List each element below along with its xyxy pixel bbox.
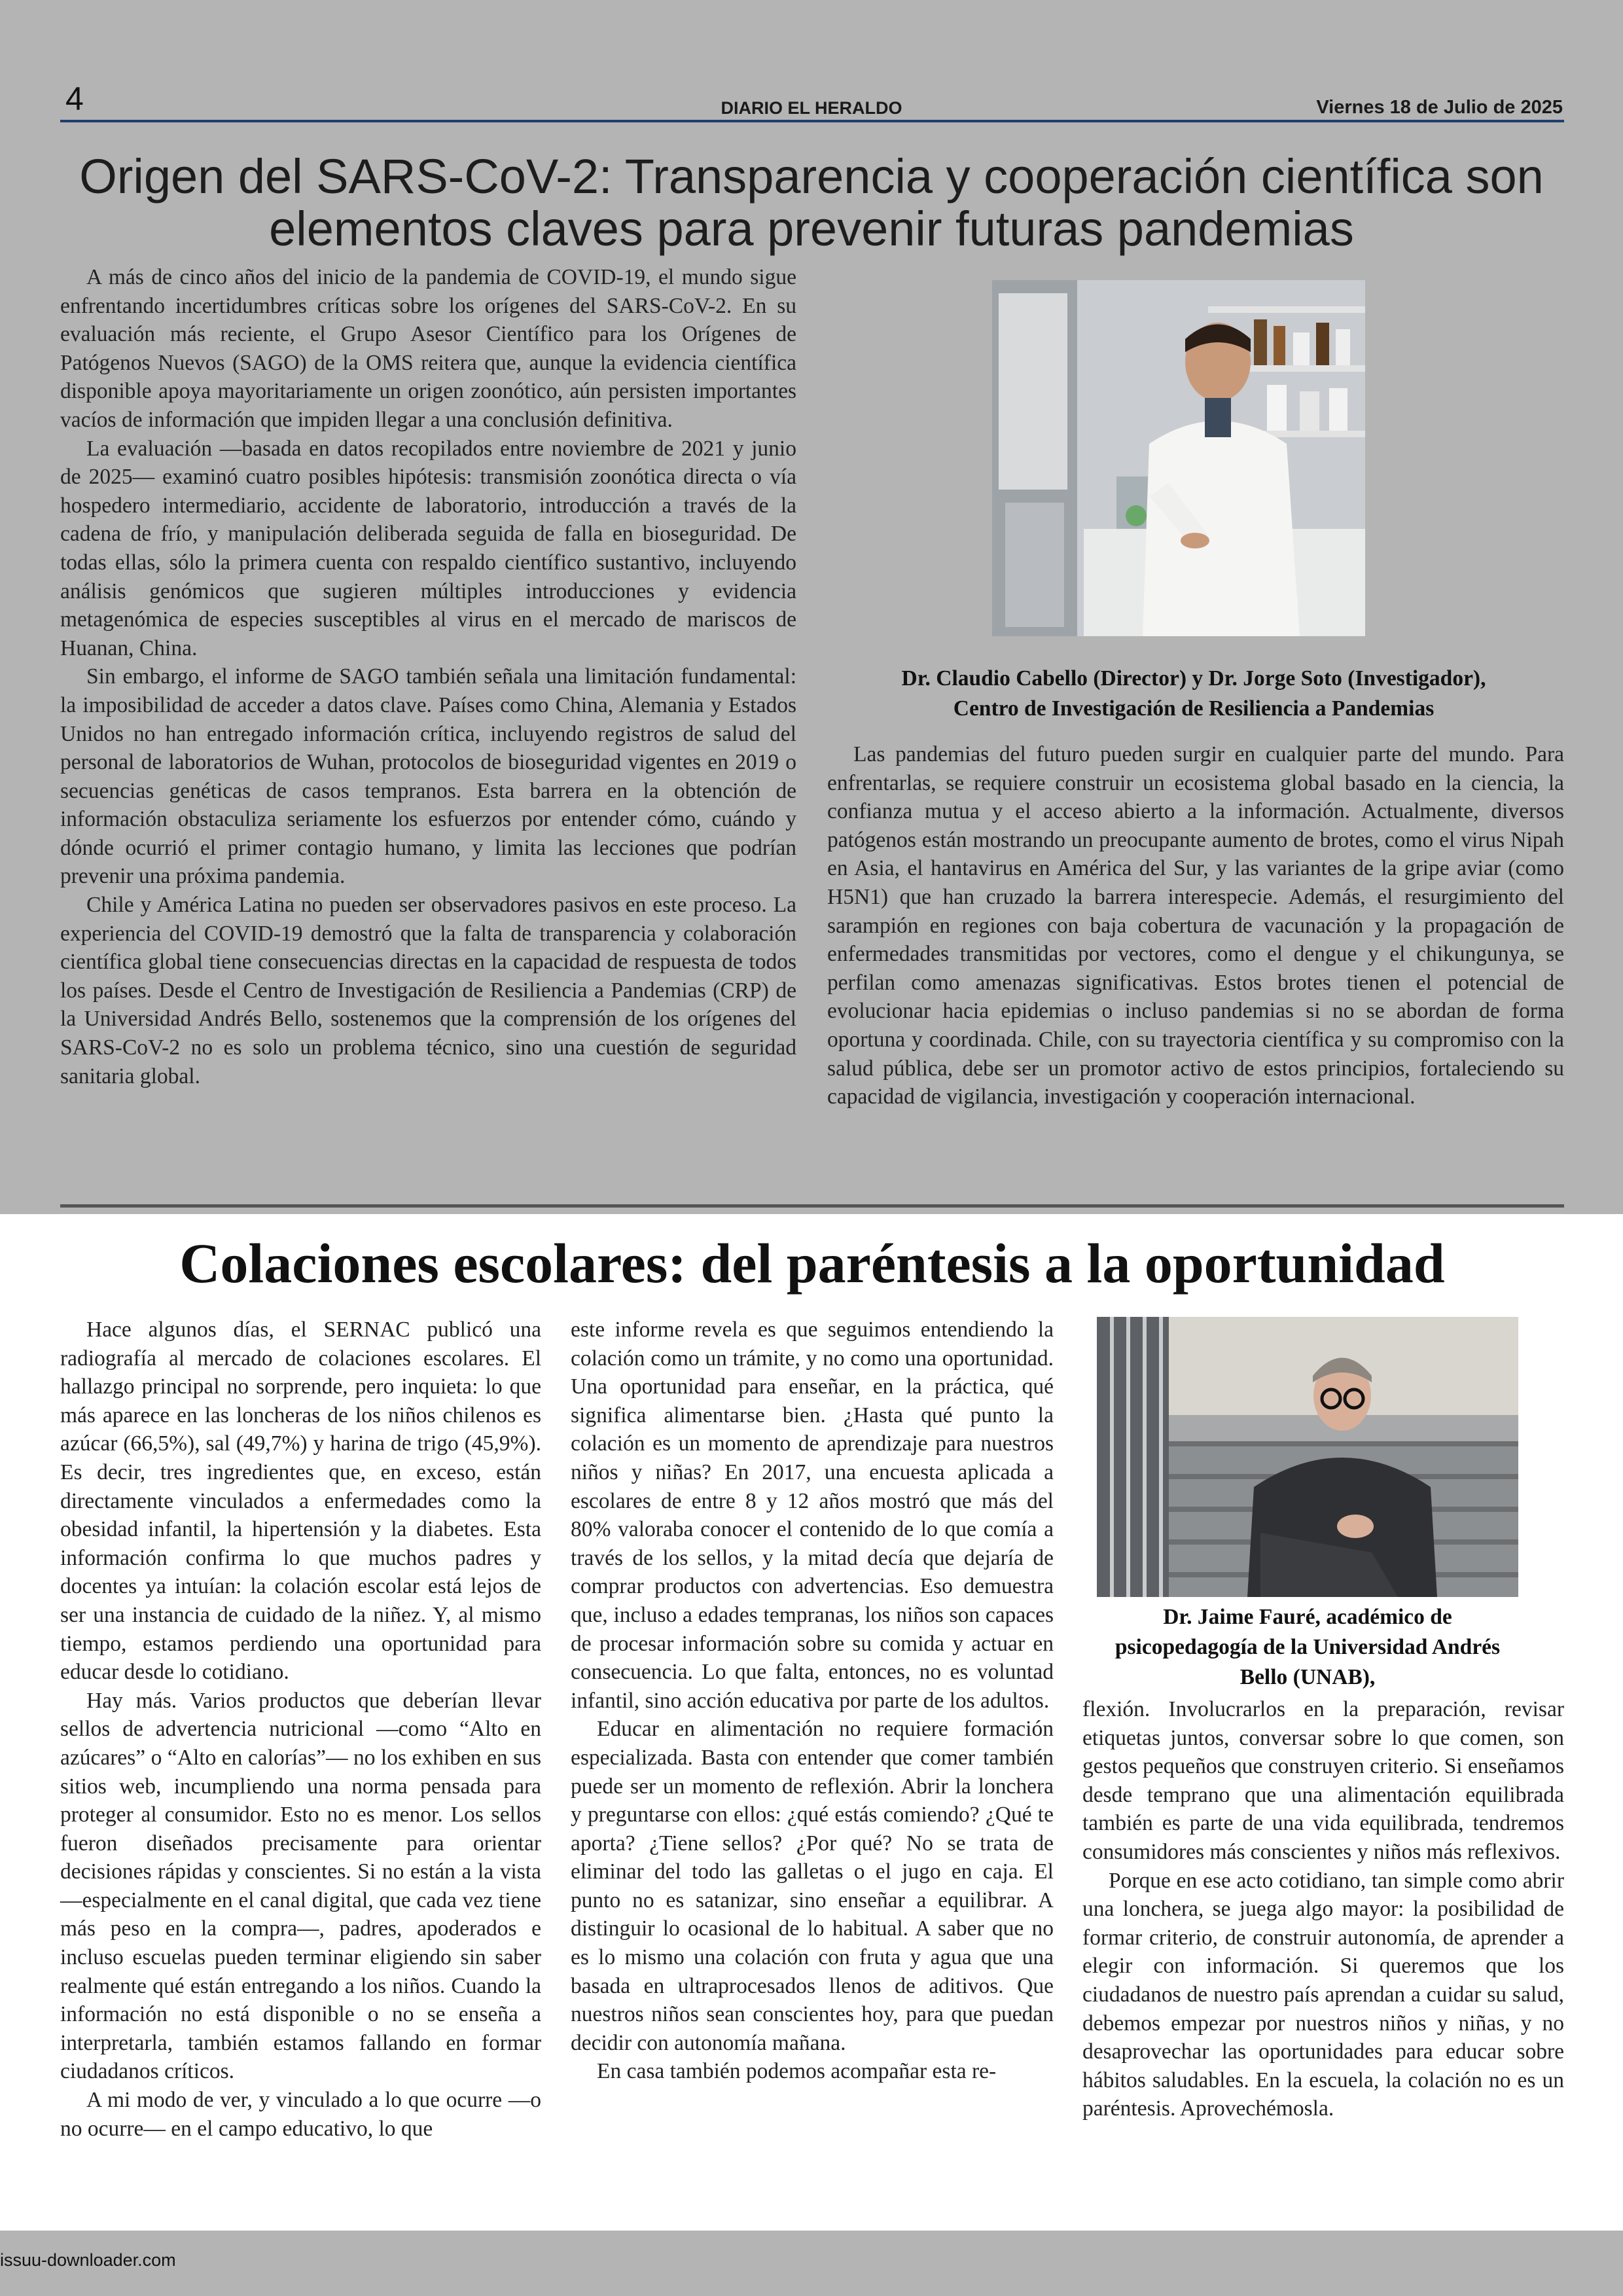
article-2-paragraph: este informe revela es que seguimos entendiendo la colación como un trámite, y no como una oportunidad. Una oportunidad para enseñar, en la práctica, qué significa alimentarse bien. ¿Hasta qué punto la colación es un momento de aprendizaje para nuestros niños y niñas? En 2017, una encuesta aplicada a escolares de entre 8 y 12 años mostró que más del 80% valoraba conocer el contenido de lo que comía a través de los sellos, y la mitad decía que dejaría de comprar productos con advertencias. Eso demuestra que, incluso a edades tempranas, los niños son capaces de procesar información sobre su comida y actuar en consecuencia. Lo que falta, entonces, no es voluntad infantil, sino acción educativa por parte de los adultos. bbox=[571, 1318, 1054, 1713]
article-1-headline-line-1: Origen del SARS-CoV-2: Transparencia y cooperación científica son bbox=[79, 149, 1544, 204]
article-1-paragraph: A más de cinco años del inicio de la pandemia de COVID-19, el mundo sigue enfrentando incertidumbres críticas sobre los orígenes del SARS-CoV-2. En su evaluación más reciente, el Grupo Asesor Científico para los Orígenes de Patógenos Nuevos (SAGO) de la OMS reitera que, aunque la evidencia científica disponible apoya mayoritariamente un origen zoonótico, aún persisten importantes vacíos de información que impiden llegar a una conclusión definitiva. bbox=[60, 265, 796, 432]
issue-date: Viernes 18 de Julio de 2025 bbox=[1316, 97, 1563, 118]
article-2-column-1 bbox=[60, 1316, 541, 2143]
article-1-left-column bbox=[60, 263, 796, 1090]
newspaper-name: DIARIO EL HERALDO bbox=[721, 98, 902, 118]
article-2-column-2 bbox=[571, 1316, 1054, 2086]
article-2-paragraph: En casa también podemos acompañar esta re- bbox=[597, 2059, 997, 2084]
article-1-paragraph: La evaluación —basada en datos recopilados entre noviembre de 2021 y junio de 2025— examinó cuatro posibles hipótesis: transmisión zoonótica directa o vía hospedero intermediario, accidente de laboratorio, introducción a través de la cadena de frío, y manipulación deliberada seguida de falla en bioseguridad. De todas ellas, sólo la primera cuenta con respaldo científico sustantivo, incluyendo análisis genómicos que sugieren múltiples introducciones y evidencia metagenómica de especies susceptibles al virus en el mercado de mariscos de Huanan, China. bbox=[60, 436, 796, 660]
article-1-paragraph: Sin embargo, el informe de SAGO también señala una limitación fundamental: la imposibilidad de acceder a datos clave. Países como China, Alemania y Estados Unidos no han entregado información crítica, incluyendo registros de salud del personal de laboratorios de Wuhan, protocolos de bioseguridad vigentes en 2019 o secuencias genéticas de casos tempranos. Esta barrera en la obtención de información obstaculiza seriamente los esfuerzos por entender cómo, cuándo y dónde ocurrió el primer contagio humano, y limita las lecciones que podrían prevenir una próxima pandemia. bbox=[60, 664, 796, 889]
article-1-headline bbox=[65, 151, 1558, 255]
footer-band bbox=[0, 2231, 1623, 2296]
article-2-paragraph: A mi modo de ver, y vinculado a lo que ocurre —o no ocurre— en el campo educativo, lo que bbox=[60, 2088, 541, 2141]
article-1-caption-line-2: Centro de Investigación de Resiliencia a Pandemias bbox=[953, 696, 1435, 721]
section-divider bbox=[60, 1204, 1564, 1208]
article-1-right-column bbox=[827, 740, 1564, 1111]
article-2-caption-line-3: Bello (UNAB), bbox=[1240, 1665, 1376, 1689]
article-1-paragraph: Las pandemias del futuro pueden surgir en cualquier parte del mundo. Para enfrentarlas, se requiere construir un ecosistema global basado en la ciencia, la confianza mutua y el acceso abierto a la información. Actualmente, diversos patógenos están mostrando un preocupante aumento de brotes, como el virus Nipah en Asia, el hantavirus en América del Sur, y las variantes de la gripe aviar (como H5N1) que han cruzado la barrera interespecie. Además, el resurgimiento del sarampión en regiones con baja cobertura de vacunación y la propagación de enfermedades transmitidas por vectores, como el dengue y el chikungunya, se perfilan como amenazas significativas. Estos brotes tienen el potencial de evolucionar hacia epidemias o incluso pandemias si no se abordan de forma oportuna y coordinada. Chile, con su trayectoria científica y su compromiso con la salud pública, debe ser un promotor activo de estos principios, fortaleciendo su capacidad de vigilancia, investigación y cooperación internacional. bbox=[827, 742, 1564, 1109]
article-2-caption-line-1: Dr. Jaime Fauré, académico de bbox=[1163, 1605, 1452, 1629]
article-2-headline: Colaciones escolares: del paréntesis a la oportunidad bbox=[179, 1232, 1445, 1295]
article-1-headline-line-2: elementos claves para prevenir futuras pandemias bbox=[269, 202, 1354, 256]
article-2-paragraph: flexión. Involucrarlos en la preparación, revisar etiquetas juntos, conversar sobre lo que comen, son gestos pequeños que construyen criterio. Si enseñamos desde temprano que una alimentación equilibrada también es parte de una vida equilibrada, tendremos consumidores más conscientes y niños más reflexivos. bbox=[1082, 1697, 1564, 1864]
portrait-photo bbox=[1097, 1317, 1518, 1597]
article-1-photo-caption bbox=[826, 664, 1561, 724]
article-2-caption-line-2: psicopedagogía de la Universidad Andrés bbox=[1115, 1635, 1501, 1659]
watermark-text: issuu-downloader.com bbox=[0, 2250, 176, 2270]
lab-researcher-photo bbox=[992, 280, 1365, 636]
article-1-caption-line-1: Dr. Claudio Cabello (Director) y Dr. Jorge Soto (Investigador), bbox=[901, 666, 1486, 691]
article-2-column-3 bbox=[1082, 1695, 1564, 2123]
page-number: 4 bbox=[65, 81, 84, 117]
article-2-paragraph: Hace algunos días, el SERNAC publicó una radiografía al mercado de colaciones escolares. El hallazgo principal no sorprende, pero inquieta: lo que más aparece en las loncheras de los niños chilenos es azúcar (66,5%), sal (49,7%) y harina de trigo (45,9%). Es decir, tres ingredientes que, en exceso, están directamente vinculados a enfermedades como la obesidad infantil, la hipertensión y la diabetes. Esta información confirma lo que muchos padres y docentes ya intuían: la colación escolar está lejos de ser una instancia de cuidado de la niñez. Y, al mismo tiempo, estamos perdiendo una oportunidad para educar desde lo cotidiano. bbox=[60, 1318, 541, 1685]
lab-researcher-image bbox=[992, 280, 1365, 636]
article-2-photo-caption bbox=[1086, 1602, 1529, 1693]
portrait-image bbox=[1097, 1317, 1518, 1597]
article-2-paragraph: Hay más. Varios productos que deberían llevar sellos de advertencia nutricional —como “Alto en azúcares” o “Alto en calorías”— no los exhiben en sus sitios web, incumpliendo una norma pensada para proteger al consumidor. Esto no es menor. Los sellos fueron diseñados precisamente para orientar decisiones rápidas y conscientes. Si no están a la vista —especialmente en el canal digital, que cada vez tiene más peso en la compra—, padres, apoderados e incluso escuelas pueden terminar eligiendo sin saber realmente qué están entregando a los niños. Cuando la información no está disponible o no se enseña a interpretarla, también estamos fallando en formar ciudadanos críticos. bbox=[60, 1688, 541, 2084]
article-2-paragraph: Porque en ese acto cotidiano, tan simple como abrir una lonchera, se juega algo mayor: la posibilidad de formar criterio, de construir autonomía, de aprender a elegir con información. Si queremos que los ciudadanos de nuestro país aprendan a cuidar su salud, debemos empezar por nuestros niños y niñas, y no desaprovechar las oportunidades para educar sobre hábitos saludables. En la escuela, la colación no es un paréntesis. Aprovechémosla. bbox=[1082, 1868, 1564, 2121]
header-rule bbox=[60, 120, 1564, 122]
article-2-paragraph: Educar en alimentación no requiere formación especializada. Basta con entender que comer también puede ser un momento de reflexión. Abrir la lonchera y preguntarse con ellos: ¿qué estás comiendo? ¿Qué te aporta? ¿Tiene sellos? ¿Por qué? No se trata de eliminar del todo las galletas o el jugo en caja. El punto no es satanizar, sino enseñar a equilibrar. A distinguir lo ocasional de lo habitual. A saber que no es lo mismo una colación con fruta y agua que una basada en ultraprocesados llenos de aditivos. Que nuestros niños sean conscientes hoy, para que puedan decidir con autonomía mañana. bbox=[571, 1717, 1054, 2055]
article-1-paragraph: Chile y América Latina no pueden ser observadores pasivos en este proceso. La experiencia del COVID-19 demostró que la falta de transparencia y colaboración científica global tiene consecuencias directas en la capacidad de respuesta de todos los países. Desde el Centro de Investigación de Resiliencia a Pandemias (CRP) de la Universidad Andrés Bello, sostenemos que la comprensión de los orígenes del SARS-CoV-2 no es solo un problema técnico, sino una cuestión de seguridad sanitaria global. bbox=[60, 893, 796, 1088]
